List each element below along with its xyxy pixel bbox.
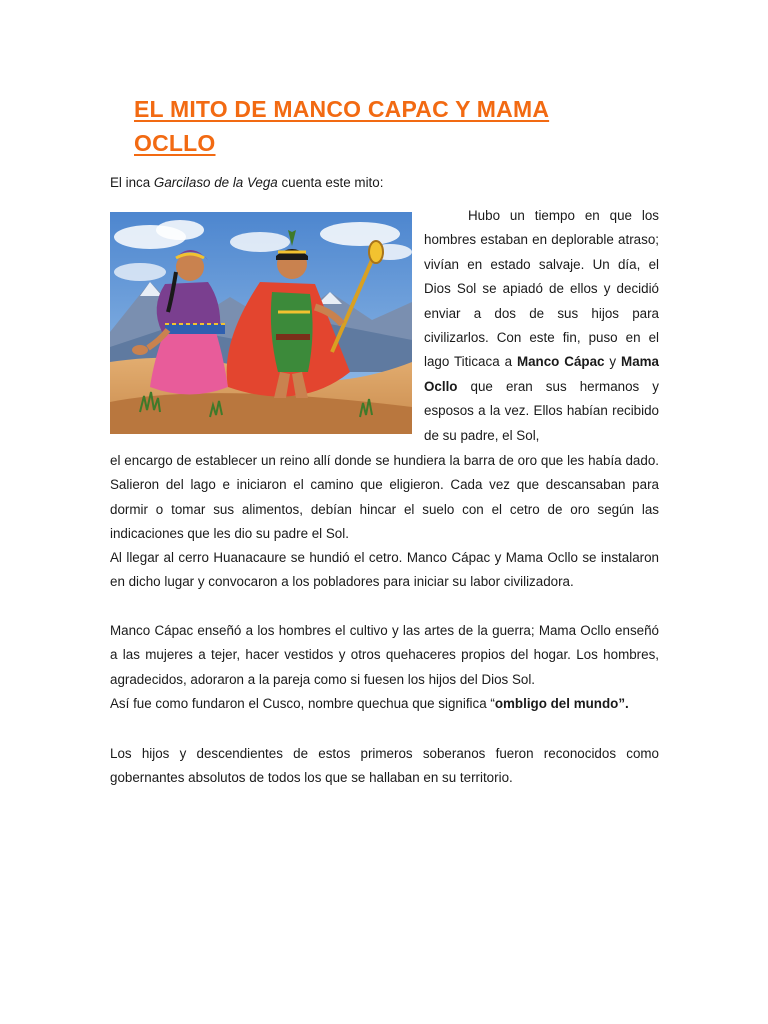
paragraph-4: Manco Cápac enseñó a los hombres el cultivo y las artes de la guerra; Mama Ocllo enseñó a las mujeres a tejer, hacer vestidos y otros quehaceres propios del hogar. Los hombres, agradecidos, adoraron a la pareja como si fuesen los hijos del Dios Sol.	[110, 623, 659, 687]
intro-author: Garcilaso de la Vega	[153, 175, 278, 190]
document-title	[134, 92, 634, 160]
paragraph-2: el encargo de establecer un reino allí donde se hundiera la barra de oro que les había dado. Salieron del lago e iniciaron el camino que eligieron. Cada vez que descansaban para dormir o tomar sus alimentos, debían hincar el suelo con el cetro de oro según las indicaciones que les dio su padre el Sol.	[110, 453, 659, 542]
paragraph-1-mid: y	[604, 354, 622, 370]
name-mama-ocllo: Mama Ocllo	[424, 354, 660, 394]
inca-couple-illustration-image	[110, 212, 412, 434]
intro-line	[110, 173, 383, 193]
paragraph-1	[424, 204, 659, 448]
name-manco-capac: Manco Cápac	[516, 354, 605, 370]
paragraph-3: Al llegar al cerro Huanacaure se hundió el cetro. Manco Cápac y Mama Ocllo se instalaron en dicho lugar y convocaron a los pobladores para iniciar su labor civilizadora.	[110, 550, 659, 590]
paragraph-1-text: Hubo un tiempo en que los hombres estaban en deplorable atraso; vivían en estado salvaje. Un día, el Dios Sol se apiadó de ellos y decidió enviar a dos de sus hijos para civilizarlos. Con este fin, puso en el lago Titicaca a	[424, 208, 659, 370]
intro-post: cuenta este mito:	[277, 175, 384, 190]
title-line-2: OCLLO	[134, 130, 216, 156]
paragraph-5	[110, 692, 659, 716]
paragraph-1-end: que eran sus hermanos y esposos a la vez. Ellos habían recibido de su padre, el Sol,	[424, 378, 659, 443]
inca-couple-illustration	[110, 212, 412, 434]
title-line-1: EL MITO DE MANCO CAPAC Y MAMA	[134, 96, 550, 122]
intro-pre: El inca	[110, 175, 154, 190]
paragraph-6: Los hijos y descendientes de estos primeros soberanos fueron reconocidos como gobernantes absolutos de todos los que se hallaban en su territorio.	[110, 746, 659, 786]
paragraph-5-text: Así fue como fundaron el Cusco, nombre quechua que significa “	[110, 696, 495, 711]
ombligo-del-mundo: ombligo del mundo”.	[494, 696, 629, 711]
